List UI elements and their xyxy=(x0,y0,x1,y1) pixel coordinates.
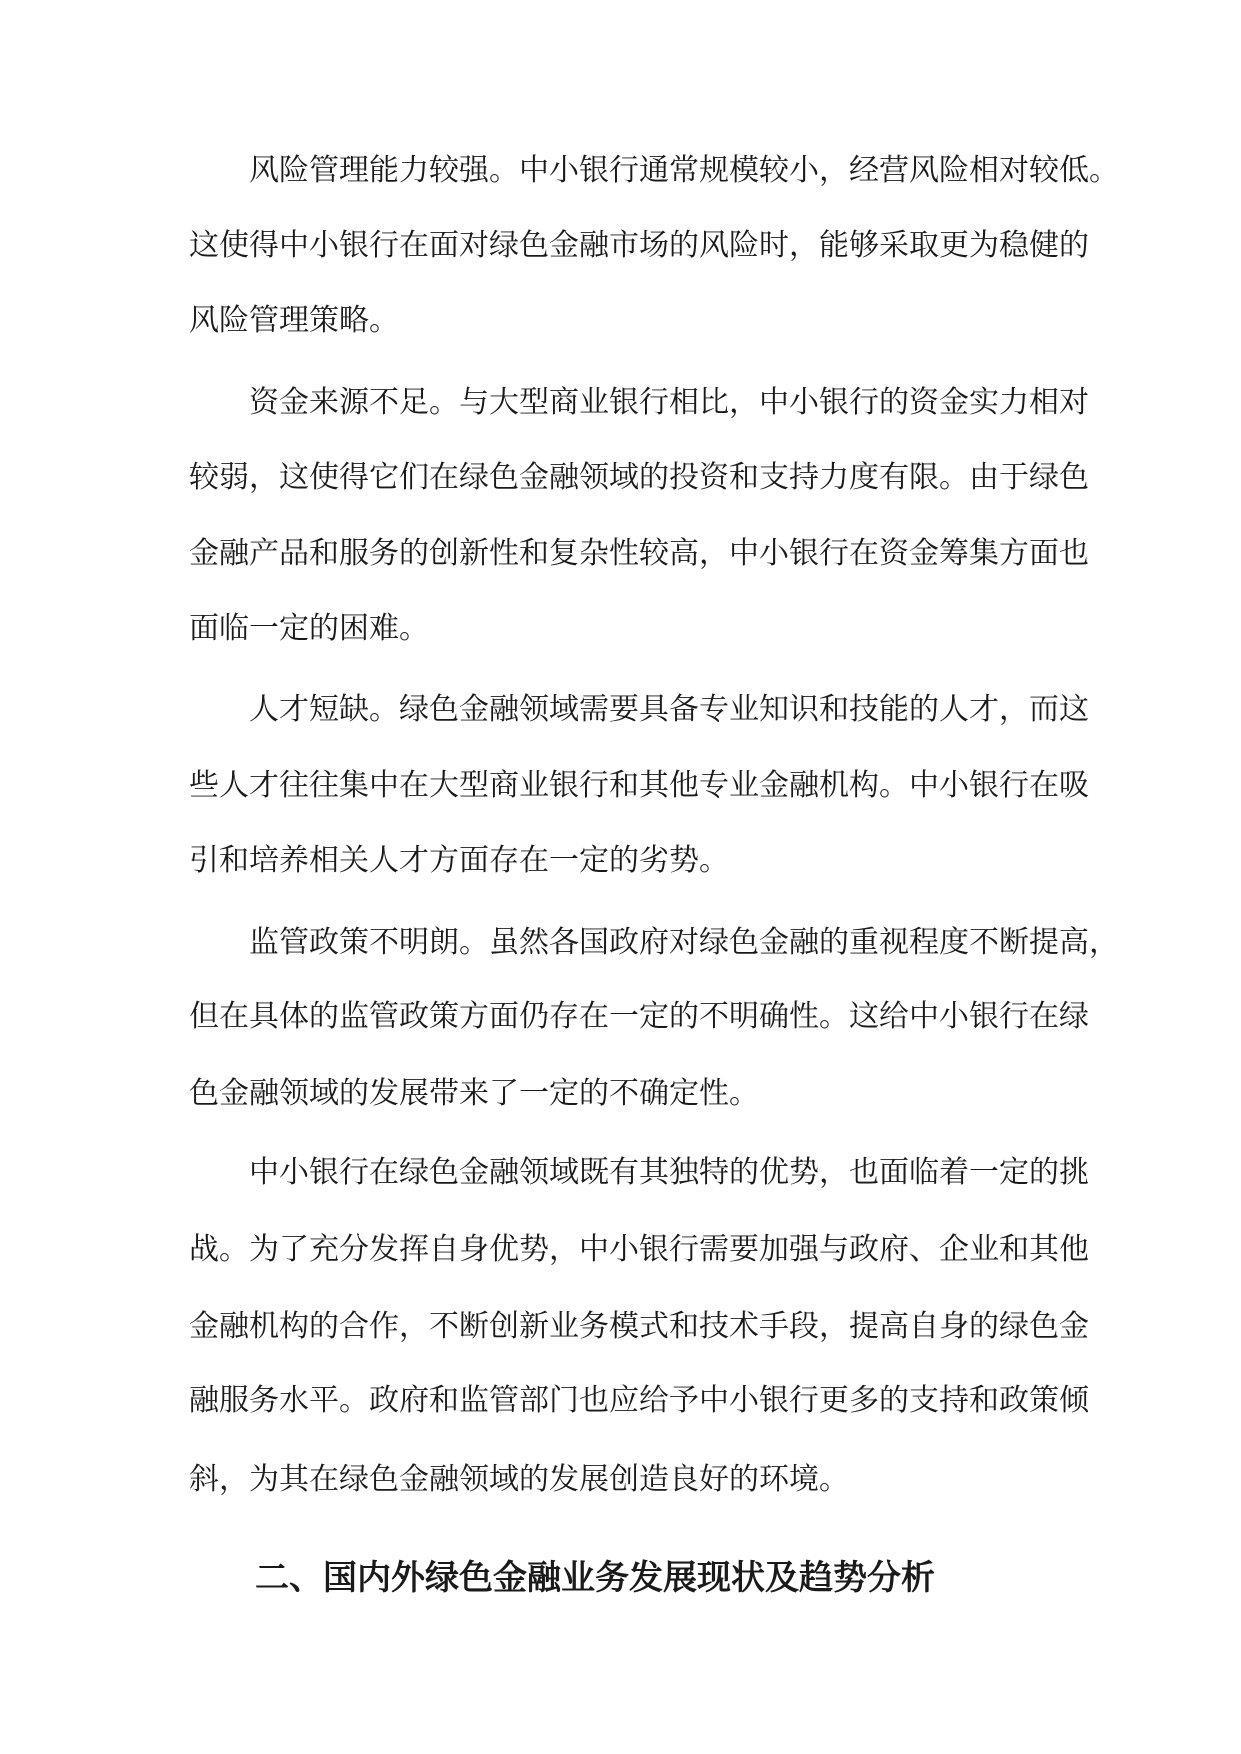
paragraph-3-line-2: 些人才往往集中在大型商业银行和其他专业金融机构。中小银行在吸 xyxy=(189,768,1089,803)
paragraph-4-line-3: 色金融领域的发展带来了一定的不确定性。 xyxy=(189,1076,759,1111)
paragraph-3-line-3: 引和培养相关人才方面存在一定的劣势。 xyxy=(189,843,729,878)
paragraph-3-line-1: 人才短缺。绿色金融领域需要具备专业知识和技能的人才，而这 xyxy=(249,692,1089,727)
paragraph-5-line-1: 中小银行在绿色金融领域既有其独特的优势，也面临着一定的挑 xyxy=(249,1155,1089,1190)
paragraph-4-line-2: 但在具体的监管政策方面仍存在一定的不明确性。这给中小银行在绿 xyxy=(189,999,1089,1034)
paragraph-5-line-5: 斜，为其在绿色金融领域的发展创造良好的环境。 xyxy=(189,1462,849,1497)
paragraph-1-line-1: 风险管理能力较强。中小银行通常规模较小，经营风险相对较低。 xyxy=(249,153,1119,188)
section-heading: 二、国内外绿色金融业务发展现状及趋势分析 xyxy=(255,1558,935,1598)
paragraph-2-line-4: 面临一定的困难。 xyxy=(189,611,429,646)
paragraph-1-line-2: 这使得中小银行在面对绿色金融市场的风险时，能够采取更为稳健的 xyxy=(189,228,1089,263)
paragraph-1-line-3: 风险管理策略。 xyxy=(189,303,399,338)
paragraph-5-line-3: 金融机构的合作，不断创新业务模式和技术手段，提高自身的绿色金 xyxy=(189,1309,1089,1344)
paragraph-5-line-2: 战。为了充分发挥自身优势，中小银行需要加强与政府、企业和其他 xyxy=(189,1232,1089,1267)
paragraph-5-line-4: 融服务水平。政府和监管部门也应给予中小银行更多的支持和政策倾 xyxy=(189,1383,1089,1418)
paragraph-4-line-1: 监管政策不明朗。虽然各国政府对绿色金融的重视程度不断提高， xyxy=(249,925,1119,960)
paragraph-2-line-3: 金融产品和服务的创新性和复杂性较高，中小银行在资金筹集方面也 xyxy=(189,536,1089,571)
paragraph-2-line-1: 资金来源不足。与大型商业银行相比，中小银行的资金实力相对 xyxy=(249,385,1089,420)
paragraph-2-line-2: 较弱，这使得它们在绿色金融领域的投资和支持力度有限。由于绿色 xyxy=(189,460,1089,495)
